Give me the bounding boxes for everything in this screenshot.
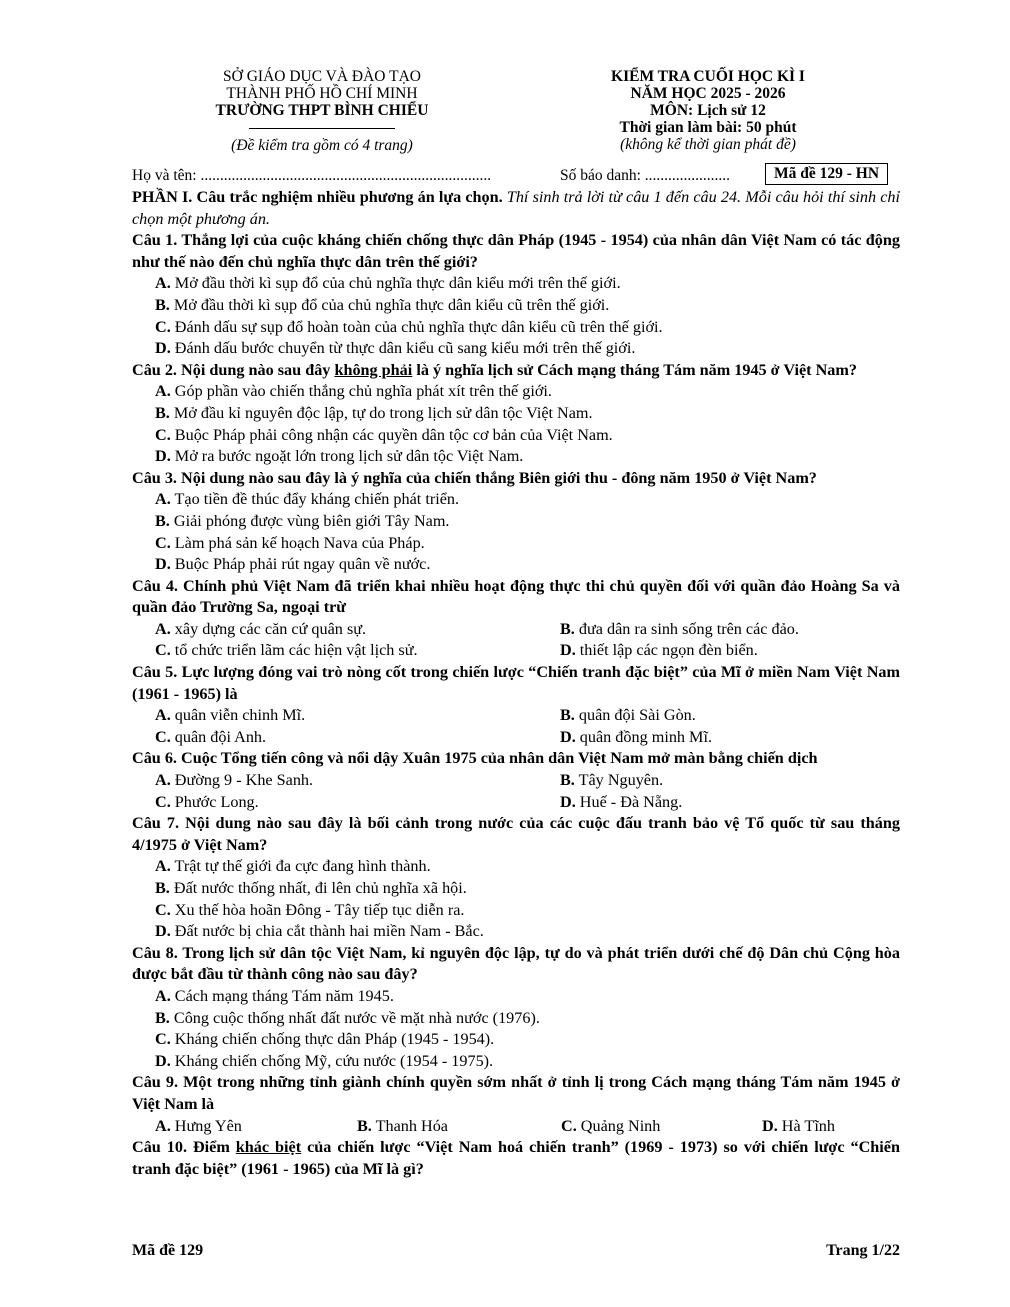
question-label: Câu 3. xyxy=(132,468,177,487)
option-2b xyxy=(132,403,900,425)
option-text: tổ chức triển lãm các hiện vật lịch sử. xyxy=(170,641,418,660)
option-7b xyxy=(132,878,900,900)
question-9 xyxy=(132,1072,900,1115)
option-key: D. xyxy=(155,1051,171,1070)
option-text: Mở đầu thời kì sụp đổ của chủ nghĩa thực dân kiểu mới trên thế giới. xyxy=(170,274,621,293)
option-key: C. xyxy=(155,425,171,444)
option-3a xyxy=(132,489,900,511)
option-text: Đất nước thống nhất, đi lên chủ nghĩa xã hội. xyxy=(169,879,467,897)
exam-content xyxy=(132,187,900,1180)
option-text: Mở đầu kỉ nguyên độc lập, tự do trong lịch sử dân tộc Việt Nam. xyxy=(169,403,593,422)
school-name: TRƯỜNG THPT BÌNH CHIỂU xyxy=(215,102,429,119)
option-6b xyxy=(560,770,663,792)
option-4c xyxy=(155,640,560,662)
option-key: A. xyxy=(155,619,171,638)
option-1c xyxy=(132,317,900,339)
option-1a xyxy=(132,273,900,295)
option-key: B. xyxy=(560,771,575,790)
question-8 xyxy=(132,943,900,986)
option-text: Thanh Hóa xyxy=(371,1116,448,1135)
options-row xyxy=(132,792,900,814)
option-text: quân đội Anh. xyxy=(170,727,267,746)
question-text: Trong lịch sử dân tộc Việt Nam, kỉ nguyên độc lập, tự do và phát triển dưới chế độ Dân chủ Cộng hòa được bắt đầu từ thành công nào sau đây? xyxy=(132,943,900,984)
option-key: C. xyxy=(155,641,171,660)
header-left xyxy=(162,68,482,154)
option-9a xyxy=(155,1116,357,1138)
option-5b xyxy=(560,705,696,727)
page-footer xyxy=(132,1240,900,1262)
option-text: Công cuộc thống nhất đất nước về mặt nhà nước (1976). xyxy=(169,1008,540,1027)
option-text: quân đồng minh Mĩ. xyxy=(575,727,712,746)
option-text: Xu thế hòa hoãn Đông - Tây tiếp tục diễn ra. xyxy=(170,900,465,919)
option-9d xyxy=(762,1116,835,1138)
header-divider xyxy=(249,128,395,129)
question-text: Một trong những tỉnh giành chính quyền sớm nhất ở tỉnh lị trong Cách mạng tháng Tám năm 1945 ở Việt Nam là xyxy=(132,1073,900,1113)
question-label: Câu 8. xyxy=(132,943,178,962)
department-name: SỞ GIÁO DỤC VÀ ĐÀO TẠO xyxy=(223,68,421,85)
options-row xyxy=(132,770,900,792)
option-key: D. xyxy=(560,641,576,660)
option-2d xyxy=(132,446,900,468)
option-8b xyxy=(132,1008,900,1030)
option-text: Phước Long. xyxy=(170,792,259,811)
question-3 xyxy=(132,468,900,490)
option-key: D. xyxy=(560,792,576,811)
option-text: quân đội Sài Gòn. xyxy=(574,706,696,725)
question-text: Nội dung nào sau đây là ý nghĩa của chiến thắng Biên giới thu - đông năm 1950 ở Việt Nam? xyxy=(176,468,817,487)
option-key: D. xyxy=(155,339,171,358)
question-text: Nội dung nào sau đây là bối cảnh trong nước của các cuộc đấu tranh bảo vệ Tổ quốc từ sau tháng 4/1975 ở Việt Nam? xyxy=(132,814,900,854)
question-label: Câu 7. xyxy=(132,814,180,833)
question-text: Chính phủ Việt Nam đã triển khai nhiều hoạt động thực thi chủ quyền đối với quần đảo Hoàng Sa và quần đảo Trường Sa, ngoại trừ xyxy=(132,576,900,617)
option-2a xyxy=(132,381,900,403)
option-text: đưa dân ra sinh sống trên các đảo. xyxy=(574,619,799,638)
option-key: D. xyxy=(560,727,576,746)
question-emphasis: không phải xyxy=(334,360,413,379)
question-label: Câu 9. xyxy=(132,1073,179,1092)
question-text: của chiến lược “Việt Nam hoá chiến tranh” (1969 - 1973) so với chiến lược “Chiến tranh đặc biệt” (1961 - 1965) của Mĩ là gì? xyxy=(132,1138,900,1178)
option-text: Kháng chiến chống thực dân Pháp (1945 - 1954). xyxy=(170,1030,495,1049)
option-key: A. xyxy=(155,706,171,725)
option-8c xyxy=(132,1029,900,1051)
question-10 xyxy=(132,1137,900,1180)
question-text: Cuộc Tổng tiến công và nổi dậy Xuân 1975 của nhân dân Việt Nam mở màn bằng chiến dịch xyxy=(176,749,818,768)
option-text: Trật tự thế giới đa cực đang hình thành. xyxy=(170,857,431,876)
part-instruction: Thí sinh trả lời từ câu 1 đến câu 24. Mỗi câu hỏi thí sinh chỉ chọn một phương án. xyxy=(132,188,900,228)
option-key: B. xyxy=(155,879,170,897)
option-key: B. xyxy=(560,706,575,725)
option-text: Hưng Yên xyxy=(170,1116,242,1135)
question-label: Câu 1. xyxy=(132,231,178,250)
option-text: Tạo tiền đề thúc đẩy kháng chiến phát triển. xyxy=(170,490,460,509)
option-key: B. xyxy=(155,511,170,530)
option-text: Huế - Đà Nẵng. xyxy=(575,792,683,811)
option-key: B. xyxy=(357,1116,372,1135)
option-key: B. xyxy=(155,1008,170,1027)
exam-title: KIỂM TRA CUỐI HỌC KÌ I xyxy=(611,68,805,85)
question-4 xyxy=(132,576,900,619)
question-label: Câu 10. xyxy=(132,1138,187,1157)
option-key: C. xyxy=(155,533,171,552)
option-6c xyxy=(155,792,560,814)
part-title: PHẦN I. Câu trắc nghiệm nhiều phương án lựa chọn. xyxy=(132,188,503,206)
option-key: A. xyxy=(155,274,171,293)
student-identity-line xyxy=(132,166,892,186)
options-row xyxy=(132,640,900,662)
page-number: Trang 1/22 xyxy=(826,1242,900,1259)
option-key: C. xyxy=(155,792,171,811)
option-key: C. xyxy=(155,900,171,919)
option-text: Đất nước bị chia cắt thành hai miền Nam - Bắc. xyxy=(170,922,484,941)
duration-note: (không kể thời gian phát đề) xyxy=(620,136,796,153)
option-key: C. xyxy=(155,317,171,336)
question-label: Câu 4. xyxy=(132,576,178,595)
option-key: C. xyxy=(561,1116,577,1135)
option-text: Buộc Pháp phải công nhận các quyền dân tộc cơ bản của Việt Nam. xyxy=(170,425,613,444)
option-key: D. xyxy=(155,922,171,941)
options-row xyxy=(132,1116,900,1138)
footer-exam-code: Mã đề 129 xyxy=(132,1242,204,1259)
question-1 xyxy=(132,230,900,273)
option-text: Mở ra bước ngoặt lớn trong lịch sử dân tộc Việt Nam. xyxy=(170,447,524,466)
option-text: Làm phá sản kế hoạch Nava của Pháp. xyxy=(170,533,425,552)
question-2 xyxy=(132,360,900,382)
option-text: Đánh dấu bước chuyển từ thực dân kiểu cũ sang kiểu mới trên thế giới. xyxy=(170,339,636,358)
question-text: Lực lượng đóng vai trò nòng cốt trong chiến lược “Chiến tranh đặc biệt” của Mĩ ở miền Nam Việt Nam (1961 - 1965) là xyxy=(132,663,900,703)
city-name: THÀNH PHỐ HỒ CHÍ MINH xyxy=(226,85,418,102)
page-count-note: (Đề kiểm tra gồm có 4 trang) xyxy=(231,137,413,154)
option-key: A. xyxy=(155,771,171,790)
option-3d xyxy=(132,554,900,576)
options-row xyxy=(132,727,900,749)
option-text: Hà Tĩnh xyxy=(777,1116,835,1135)
option-key: D. xyxy=(155,447,171,466)
exam-duration: Thời gian làm bài: 50 phút xyxy=(619,119,797,136)
option-5a xyxy=(155,705,560,727)
option-text: Giải phóng được vùng biên giới Tây Nam. xyxy=(169,511,450,530)
option-key: B. xyxy=(155,403,170,422)
question-text: Nội dung nào sau đây xyxy=(176,360,335,379)
option-text: quân viễn chinh Mĩ. xyxy=(170,706,306,725)
option-3c xyxy=(132,533,900,555)
option-text: Tây Nguyên. xyxy=(574,771,664,790)
option-key: A. xyxy=(155,986,171,1005)
option-key: B. xyxy=(560,619,575,638)
option-key: A. xyxy=(155,857,171,876)
option-2c xyxy=(132,425,900,447)
option-9b xyxy=(357,1116,561,1138)
question-label: Câu 5. xyxy=(132,663,178,682)
option-text: thiết lập các ngọn đèn biển. xyxy=(575,641,758,660)
option-text: Đánh dấu sự sụp đổ hoàn toàn của chủ nghĩa thực dân kiểu cũ trên thế giới. xyxy=(170,317,663,336)
option-key: B. xyxy=(155,295,170,314)
option-4a xyxy=(155,619,560,641)
option-key: C. xyxy=(155,1030,171,1049)
option-text: Buộc Pháp phải rút ngay quân về nước. xyxy=(170,555,431,574)
option-6a xyxy=(155,770,560,792)
option-1b xyxy=(132,295,900,317)
options-row xyxy=(132,619,900,641)
option-key: D. xyxy=(762,1116,778,1135)
subject: MÔN: Lịch sử 12 xyxy=(650,102,766,119)
option-key: A. xyxy=(155,1116,171,1135)
question-text: Thắng lợi của cuộc kháng chiến chống thực dân Pháp (1945 - 1954) của nhân dân Việt Nam có tác động như thế nào đến chủ nghĩa thực dân trên thế giới? xyxy=(132,231,900,271)
candidate-number-field: Số báo danh: ...................... xyxy=(560,167,731,184)
question-emphasis: khác biệt xyxy=(235,1138,302,1157)
option-7c xyxy=(132,900,900,922)
option-key: D. xyxy=(155,555,171,574)
question-text: là ý nghĩa lịch sử Cách mạng tháng Tám năm 1945 ở Việt Nam? xyxy=(412,360,857,379)
student-name-field: Họ và tên: ........................................................................... xyxy=(132,167,492,184)
option-9c xyxy=(561,1116,762,1138)
option-key: A. xyxy=(155,490,171,509)
option-5c xyxy=(155,727,560,749)
option-8a xyxy=(132,986,900,1008)
option-key: C. xyxy=(155,727,171,746)
option-text: Cách mạng tháng Tám năm 1945. xyxy=(170,986,394,1005)
option-text: Đường 9 - Khe Sanh. xyxy=(170,771,314,790)
option-6d xyxy=(560,792,682,814)
option-4b xyxy=(560,619,799,641)
option-text: Mở đầu thời kì sụp đổ của chủ nghĩa thực dân kiểu cũ trên thế giới. xyxy=(169,295,610,314)
option-text: Góp phần vào chiến thắng chủ nghĩa phát xít trên thế giới. xyxy=(170,382,552,401)
option-text: xây dựng các căn cứ quân sự. xyxy=(170,619,367,638)
part-heading xyxy=(132,187,900,230)
option-key: A. xyxy=(155,382,171,401)
option-7a xyxy=(132,856,900,878)
option-4d xyxy=(560,640,758,662)
exam-code-box: Mã đề 129 - HN xyxy=(765,163,888,185)
header-right xyxy=(548,68,868,153)
question-5 xyxy=(132,662,900,705)
question-7 xyxy=(132,813,900,856)
option-text: Kháng chiến chống Mỹ, cứu nước (1954 - 1975). xyxy=(170,1051,494,1070)
school-year: NĂM HỌC 2025 - 2026 xyxy=(630,85,786,102)
option-7d xyxy=(132,921,900,943)
question-6 xyxy=(132,748,900,770)
options-row xyxy=(132,705,900,727)
option-1d xyxy=(132,338,900,360)
option-8d xyxy=(132,1051,900,1073)
question-label: Câu 2. xyxy=(132,360,177,379)
question-text: Điểm xyxy=(187,1138,236,1157)
question-label: Câu 6. xyxy=(132,749,177,768)
option-3b xyxy=(132,511,900,533)
option-text: Quảng Ninh xyxy=(576,1116,661,1135)
option-5d xyxy=(560,727,712,749)
